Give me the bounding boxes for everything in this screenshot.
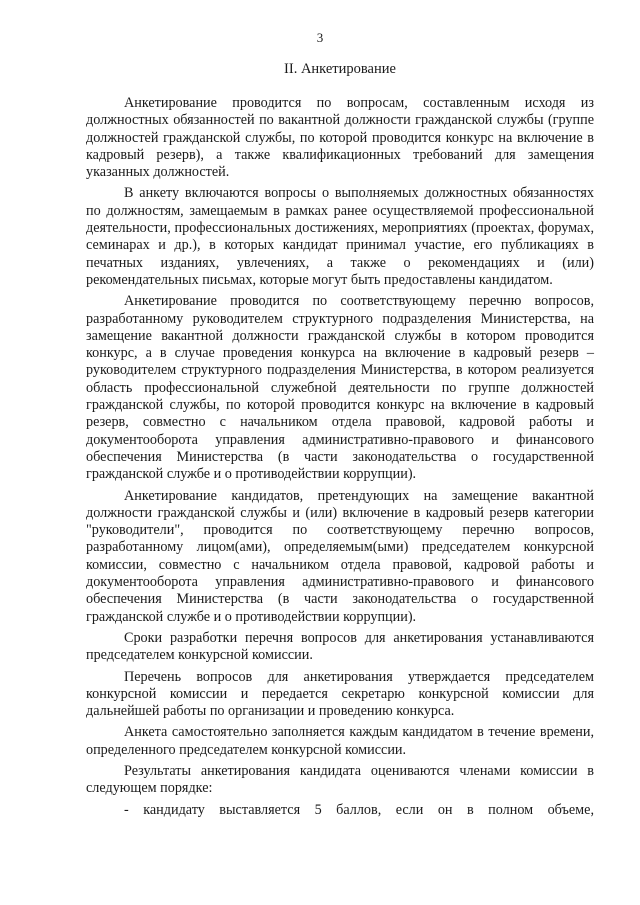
paragraph: Результаты анкетирования кандидата оцениваются членами комиссии в следующем порядке: [86, 762, 594, 797]
paragraph: Анкетирование кандидатов, претендующих на замещение вакантной должности гражданской службы и (или) включение в кадровый резерв категории "руководители", проводится по соответствующему перечню вопросов, разработанному лицом(ами), определяемым(ыми) председателем конкурсной комиссии, совместно с начальником отдела правовой, кадровой работы и документооборота управления административно-правового и финансового обеспечения Министерства (в части законодательства о государственной гражданской службе и о противодействии коррупции). [86, 487, 594, 625]
paragraph: Анкета самостоятельно заполняется каждым кандидатом в течение времени, определенного председателем конкурсной комиссии. [86, 724, 594, 758]
page-number: 3 [316, 30, 324, 45]
paragraph: - кандидату выставляется 5 баллов, если он в полном объеме, [124, 801, 594, 818]
paragraph: Перечень вопросов для анкетирования утверждается председателем конкурсной комиссии и передается секретарю конкурсной комиссии для дальнейшей работы по организации и проведению конкурса. [86, 668, 594, 720]
paragraph: В анкету включаются вопросы о выполняемых должностных обязанностях по должностям, замещаемым в рамках ранее осуществляемой профессиональной деятельности, профессиональных достижениях, мероприятиях (проектах, форумах, семинарах и др.), в которых кандидат принимал участие, его публикациях в печатных изданиях, увлечениях, а также о рекомендациях и (или) рекомендательных письмах, которые могут быть предоставлены кандидатом. [86, 185, 594, 288]
paragraph: Сроки разработки перечня вопросов для анкетирования устанавливаются председателем конкурсной комиссии. [86, 629, 594, 664]
section-title: II. Анкетирование [284, 61, 396, 77]
paragraph: Анкетирование проводится по вопросам, составленным исходя из должностных обязанностей по вакантной должности гражданской службы (группе должностей гражданской службы, по которой проводится конкурс на включение в кадровый резерв), а также квалификационных требований для замещения указанных должностей. [86, 95, 594, 181]
body-text [86, 95, 594, 823]
paragraph: Анкетирование проводится по соответствующему перечню вопросов, разработанному руководителем структурного подразделения Министерства, на замещение вакантной должности гражданской службы в котором проводится конкурс, а в случае проведения конкурса на включение в кадровый резерв – руководителем структурного подразделения Министерства, в котором реализуется область профессиональной служебной деятельности по группе должностей гражданской службы, по которой проводится конкурс на включение в кадровый резерв, совместно с начальником отдела правовой, кадровой работы и документооборота управления административно-правового и финансового обеспечения Министерства (в части законодательства о государственной гражданской службе и о противодействии коррупции). [86, 293, 594, 483]
